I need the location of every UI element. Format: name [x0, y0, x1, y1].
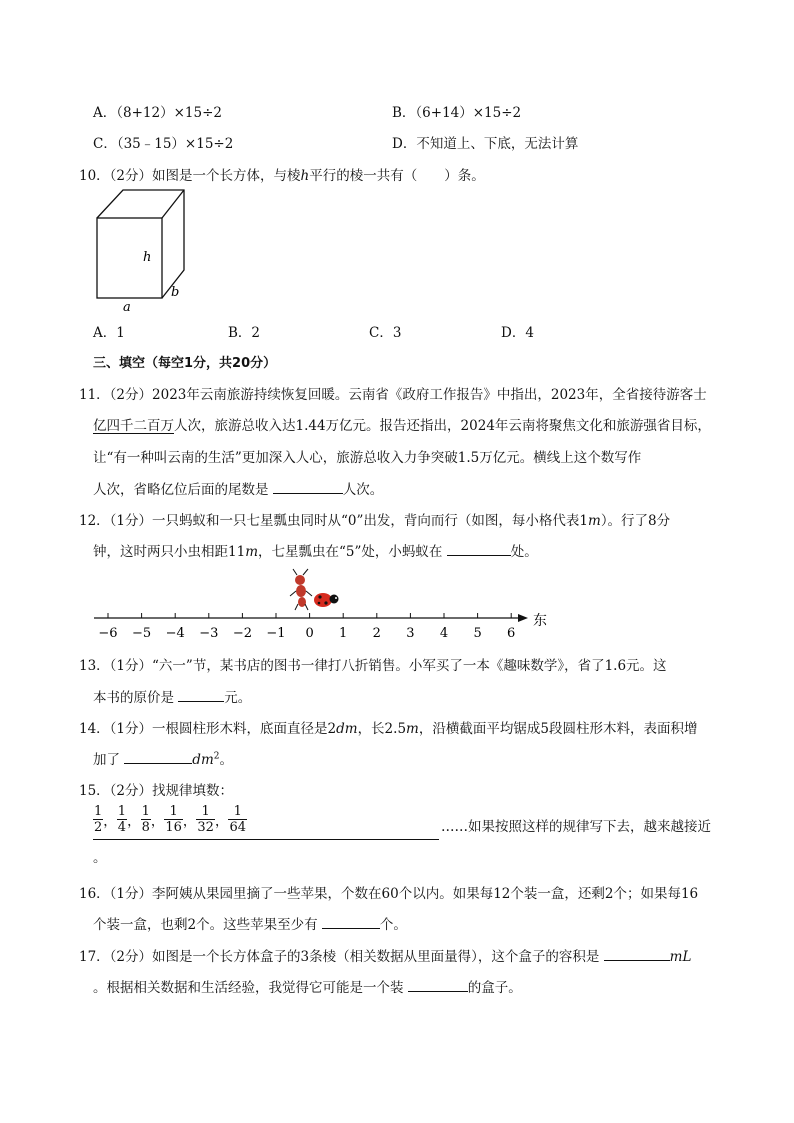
answer-blank[interactable] [178, 686, 224, 702]
axis-tick-label: 5 [473, 626, 482, 641]
fraction-separator: ， [150, 813, 165, 830]
fraction: $\frac{1}{8}$ [141, 804, 150, 835]
q17-line1: 17．（2分）如图是一个长方体盒子的3条棱（相关数据从里面量得），这个盒子的容积是 mL [79, 945, 691, 965]
underlined-number: 亿四千二百万 [93, 418, 174, 434]
ladybug-icon [314, 593, 339, 607]
q10-option-c: C．3 [369, 325, 402, 341]
answer-blank[interactable] [124, 748, 192, 764]
fraction-separator: ， [127, 813, 141, 830]
fraction: $\frac{1}{64}$ [229, 804, 246, 835]
axis-tick-label: −6 [98, 626, 118, 641]
axis-tick-label: −4 [165, 626, 185, 641]
q9-option-b: B．（6+14）×15÷2 [392, 105, 522, 121]
answer-blank[interactable] [408, 976, 468, 992]
fraction-separator: ， [214, 813, 229, 830]
fraction-separator: ， [103, 813, 117, 830]
axis-tick-label: 2 [372, 626, 381, 641]
fraction: $\frac{1}{32}$ [197, 804, 214, 835]
answer-blank[interactable] [447, 540, 511, 556]
q10-question: 10．（2分）如图是一个长方体，与棱h平行的棱一共有（ ）条。 [79, 168, 485, 184]
answer-blank-line[interactable] [93, 839, 439, 840]
q10-option-b: B．2 [228, 325, 261, 341]
q10-option-d: D．4 [501, 325, 534, 341]
q11-line3: 让“有一种叫云南的生活”更加深入人心，旅游总收入力争突破1.5万亿元。横线上这个数写作 [93, 450, 642, 466]
axis-tick-label: 1 [339, 626, 348, 641]
fraction-separator: ， [182, 813, 197, 830]
q13-line2: 本书的原价是 元。 [93, 686, 251, 706]
axis-tick-label: −2 [232, 626, 252, 641]
q9-option-c: C．（35﹣15）×15÷2 [93, 136, 234, 152]
q11-line4: 人次，省略亿位后面的尾数是 人次。 [93, 478, 383, 498]
axis-tick-label: −1 [266, 626, 286, 641]
axis-tick-label: 3 [406, 626, 415, 641]
q15-end: 。 [93, 850, 107, 866]
q12-line2: 钟，这时两只小虫相距11m，七星瓢虫在“5”处，小蚂蚁在 处。 [93, 540, 538, 560]
q11-line2: 亿四千二百万人次，旅游总收入达1.44万亿元。报告还指出，2024年云南将聚焦文化和旅游强省目标， [93, 418, 711, 434]
cuboid-figure [88, 186, 198, 314]
q12-line1: 12．（1分）一只蚂蚁和一只七星瓢虫同时从“0”出发，背向而行（如图，每小格代表1m）。行了8分 [79, 513, 671, 529]
ant-icon [290, 569, 312, 610]
q14-line2: 加了 $dm^2$。 [93, 748, 233, 768]
q14-line1: 14．（1分）一根圆柱形木料，底面直径是2dm，长2.5m，沿横截面平均锯成5段圆柱形木料，表面积增 [79, 721, 698, 737]
axis-tick-label: 6 [507, 626, 516, 641]
axis-tick-label: 4 [439, 626, 449, 641]
q16-line1: 16．（1分）李阿姨从果园里摘了一些苹果，个数在60个以内。如果每12个装一盒，还剩2个；如果每16 [79, 886, 699, 902]
fraction: $\frac{1}{2}$ [94, 804, 103, 835]
q10-option-a: A．1 [93, 325, 125, 341]
q9-option-a: A．（8+12）×15÷2 [93, 105, 222, 121]
axis-tick-label: −5 [132, 626, 152, 641]
q15-tail: ……如果按照这样的规律写下去，越来越接近 [441, 819, 711, 835]
edge-label-a: a [123, 300, 131, 314]
answer-blank[interactable] [322, 913, 380, 929]
axis-tick-label: 0 [305, 626, 314, 641]
q13-line1: 13．（1分）“六一”节，某书店的图书一律打八折销售。小军买了一本《趣味数学》，省了1.6元。这 [79, 658, 667, 674]
number-line [90, 566, 560, 642]
answer-blank[interactable] [273, 478, 343, 494]
section-title: 三、填空（每空1分，共20分） [93, 356, 277, 371]
q17-line2: 。根据相关数据和生活经验，我觉得它可能是一个装 的盒子。 [93, 976, 522, 996]
q16-line2: 个装一盒，也剩2个。这些苹果至少有 个。 [93, 913, 407, 933]
axis-arrow [518, 614, 528, 622]
edge-label-h: h [143, 250, 152, 265]
fraction: $\frac{1}{4}$ [117, 804, 127, 835]
fraction: $\frac{1}{16}$ [165, 804, 182, 835]
axis-direction-label: 东 [533, 613, 547, 629]
q15-line1: 15．（2分）找规律填数： [79, 783, 234, 799]
axis-tick-label: −3 [199, 626, 219, 641]
fraction-sequence [93, 804, 247, 835]
q11-line1: 11．（2分）2023年云南旅游持续恢复回暖。云南省《政府工作报告》中指出，2023年，全省接待游客士 [79, 387, 707, 403]
edge-label-b: b [171, 285, 180, 300]
answer-blank[interactable] [604, 945, 670, 961]
q9-option-d: D．不知道上、下底，无法计算 [392, 136, 579, 152]
